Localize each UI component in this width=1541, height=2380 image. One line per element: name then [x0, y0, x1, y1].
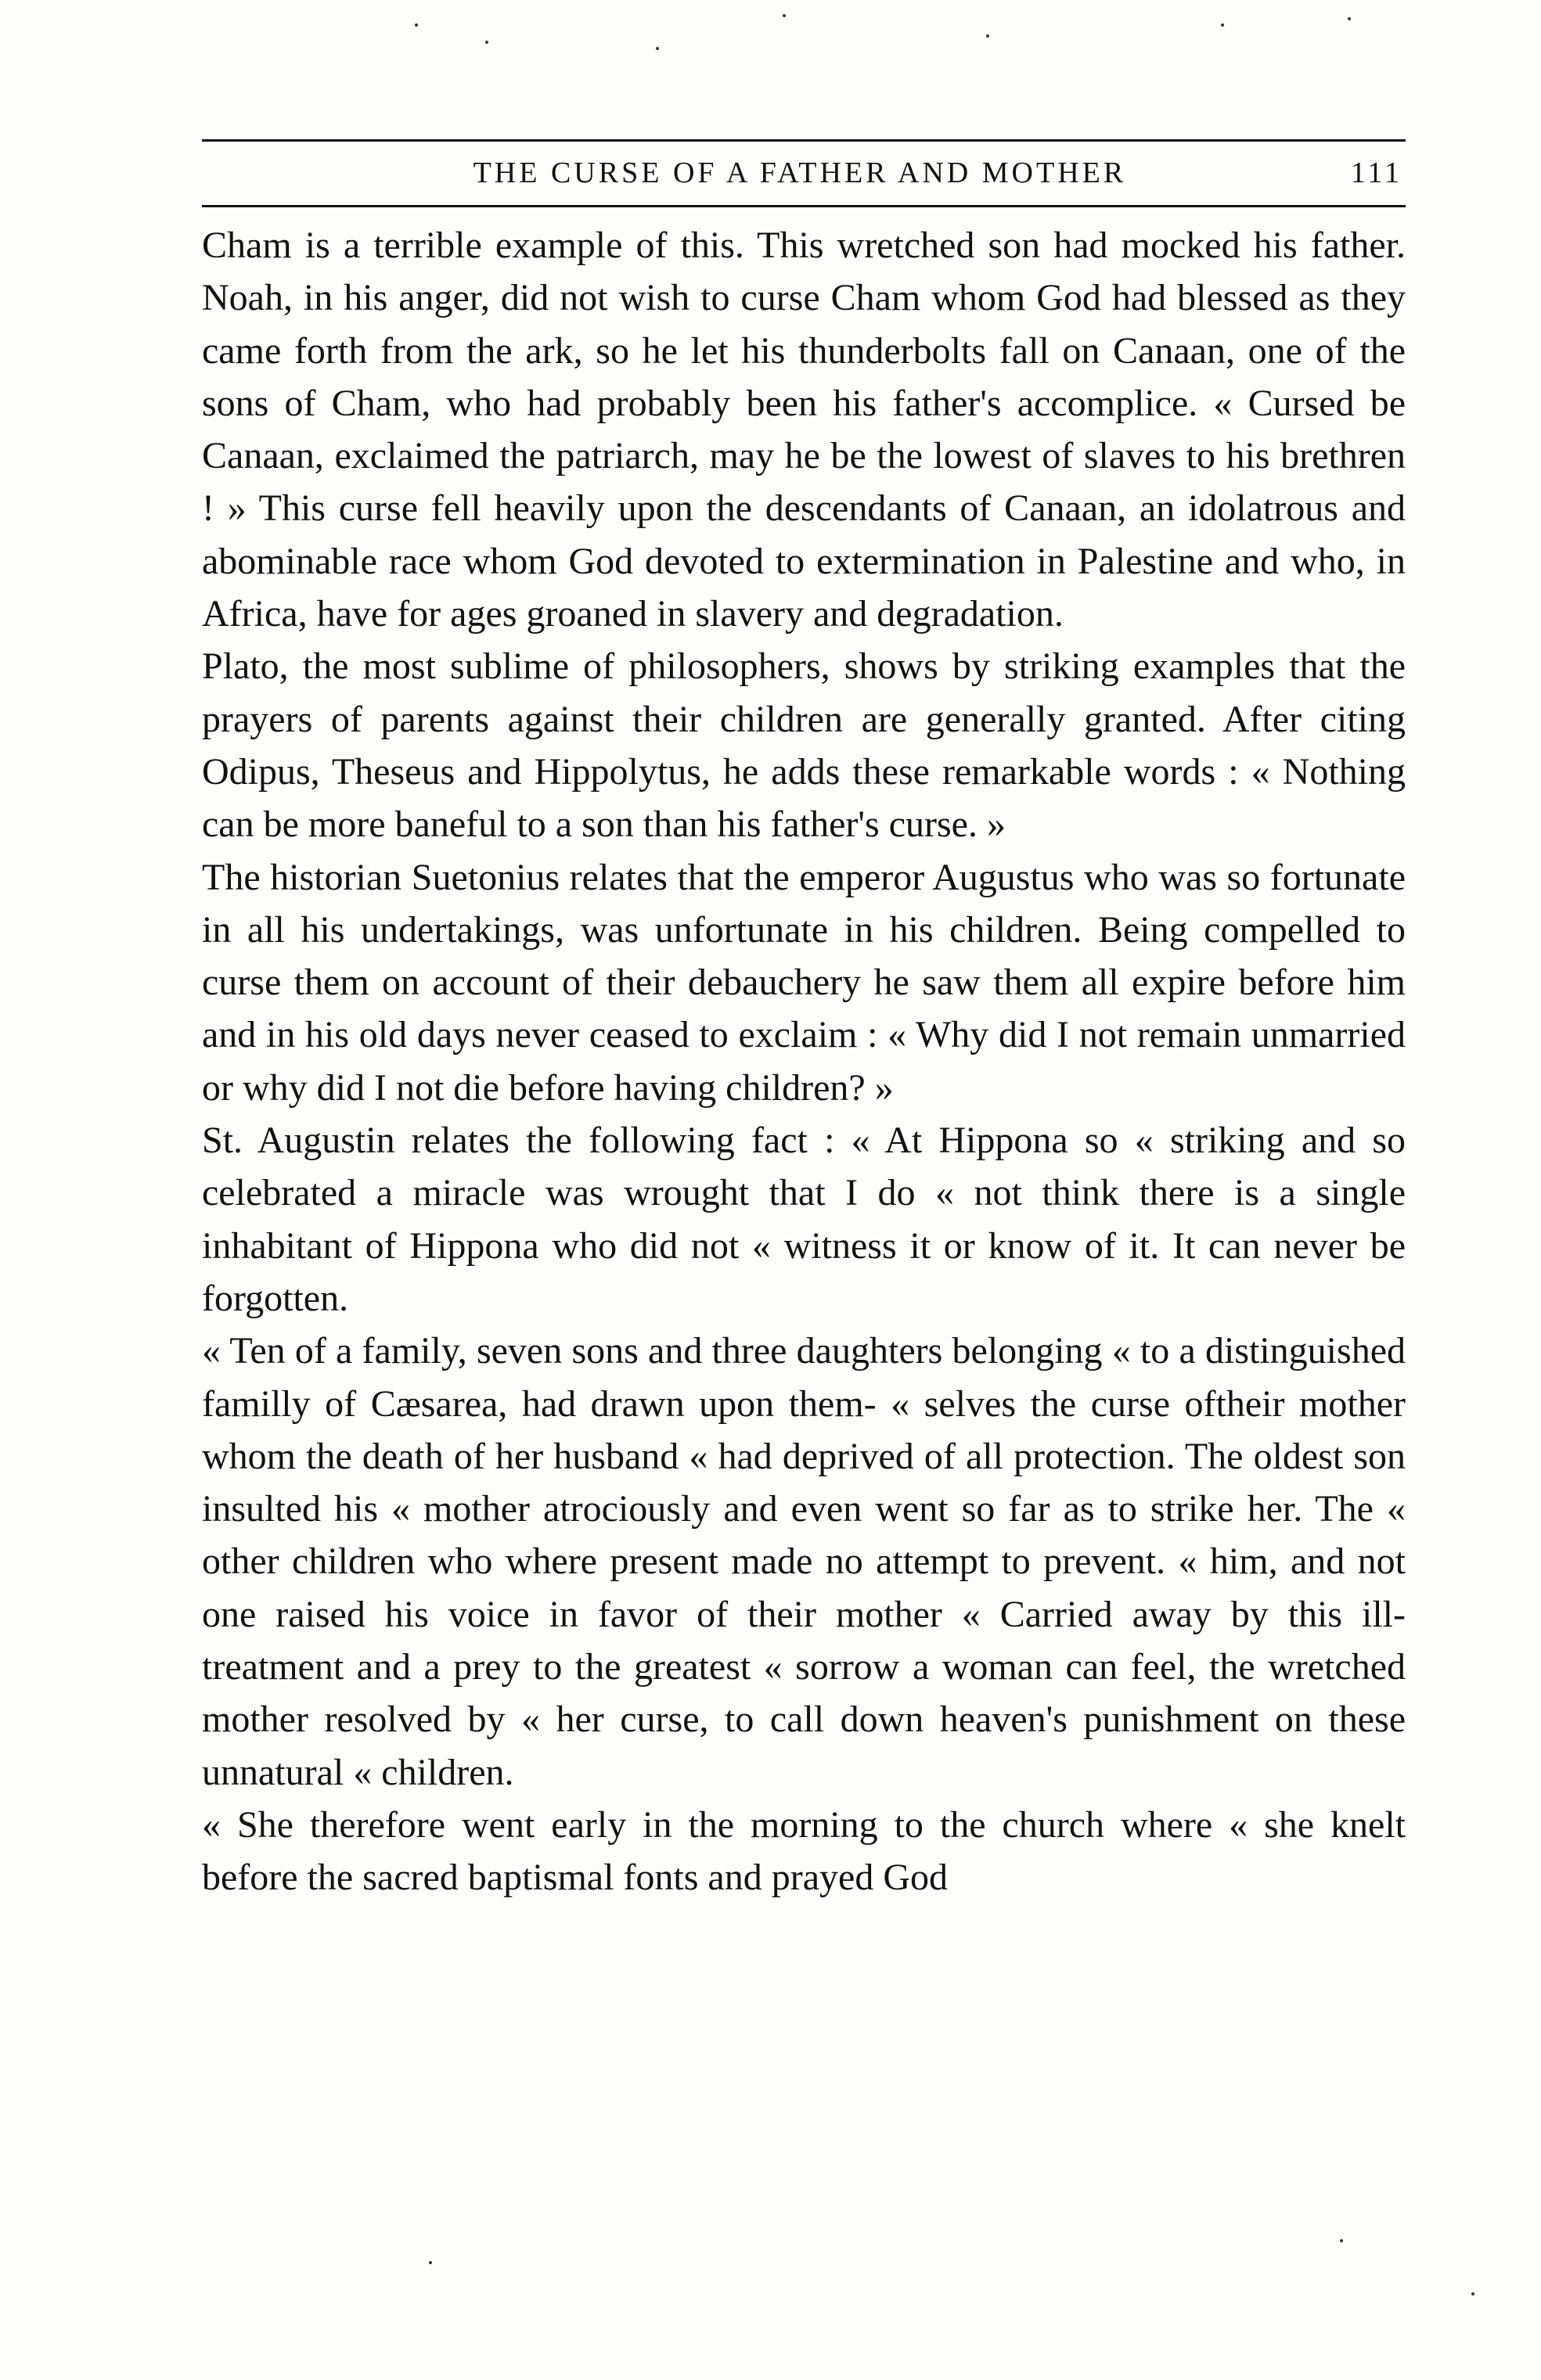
- paragraph-plato: Plato, the most sublime of philosophers, shows by striking examples that the prayers of parents against their children are generally granted. After citing Odipus, Theseus and Hippolytus, he adds these remarkable words : « Nothing can be more baneful to a son than his father's curse. »: [202, 645, 1406, 846]
- paragraph-augustin: St. Augustin relates the following fact : « At Hippona so « striking and so celebrated a miracle was wrought that I do « not think there is a single inhabitant of Hippona who did not « witness it or know of it. It can never be forgotten.: [202, 1120, 1406, 1319]
- running-header: [202, 146, 1406, 200]
- paragraph-cham: Cham is a terrible example of this. This wretched son had mocked his father. Noah, in his anger, did not wish to curse Cham whom God had blessed as they came forth from the ark, so he let his thunderbolts fall on Canaan, one of the sons of Cham, who had probably been his father's accomplice. « Cursed be Canaan, exclaimed the patriarch, may he be the lowest of slaves to his brethren ! » This curse fell heavily upon the descendants of Canaan, an idolatrous and abominable race whom God devoted to extermination in Palestine and who, in Africa, have for ages groaned in slavery and degradation.: [202, 225, 1406, 635]
- running-title: THE CURSE OF A FATHER AND MOTHER: [473, 156, 1127, 189]
- scan-speck: [1471, 2292, 1474, 2296]
- scan-speck: [485, 41, 488, 44]
- paragraph-suetonius: The historian Suetonius relates that the emperor Augustus who was so fortunate in all his undertakings, was unfortunate in his children. Being compelled to curse them on account of their debauchery he saw them all expire before him and in his old days never ceased to exclaim : « Why did I not remain unmarried or why did I not die before having children? »: [202, 856, 1406, 1109]
- paragraph-church: « She therefore went early in the morning to the church where « she knelt before the sacred baptismal fonts and prayed God: [202, 1803, 1406, 1899]
- scan-speck: [1348, 17, 1351, 20]
- scan-speck: [415, 23, 418, 27]
- scan-speck: [1340, 2239, 1343, 2242]
- scan-speck: [1221, 23, 1224, 27]
- body-text: [202, 219, 1406, 1904]
- header-bottom-rule: [202, 205, 1406, 207]
- paragraph-family: « Ten of a family, seven sons and three daughters belonging « to a distinguished familly of Cæsarea, had drawn upon them- « selves the curse oftheir mother whom the death of her husband « had deprived of all protection. The oldest son insulted his « mother atrociously and even went so far as to strike her. The « other children who where present made no attempt to prevent. « him, and not one raised his voice in favor of their mother « Carried away by this ill-treatment and a prey to the greatest « sorrow a woman can feel, the wretched mother resolved by « her curse, to call down heaven's punishment on these unnatural « children.: [202, 1330, 1406, 1793]
- page-number: 111: [1350, 156, 1402, 189]
- scan-speck: [429, 2261, 432, 2264]
- scan-speck: [783, 14, 786, 17]
- scan-speck: [656, 47, 659, 50]
- scan-speck: [986, 34, 989, 38]
- header-top-rule: [202, 139, 1406, 142]
